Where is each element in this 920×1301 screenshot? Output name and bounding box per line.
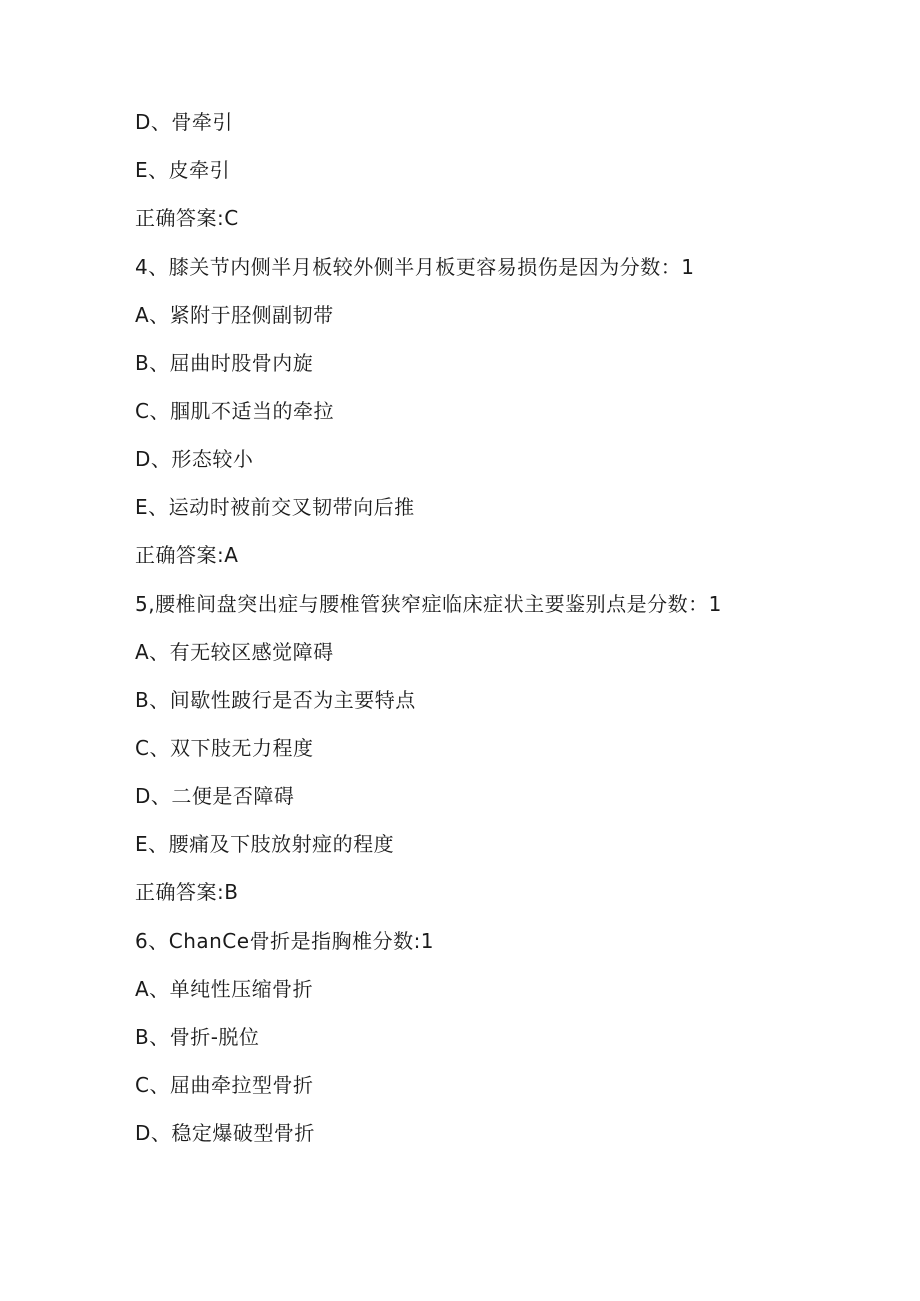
option-b-q4: B、屈曲时股骨内旋 (135, 351, 314, 375)
question-6: 6、ChanCe骨折是指胸椎分数:1 (135, 929, 435, 953)
answer-q3: 正确答案:C (135, 206, 239, 230)
option-e-q4: E、运动时被前交叉韧带向后推 (135, 495, 415, 519)
option-a-q5: A、有无较区感觉障碍 (135, 640, 334, 664)
answer-q4: 正确答案:A (135, 543, 239, 567)
option-c-q5: C、双下肢无力程度 (135, 736, 314, 760)
option-b-q5: B、间歇性跛行是否为主要特点 (135, 688, 416, 712)
option-e-q3: E、皮牵引 (135, 158, 231, 182)
option-a-q6: A、单纯性压缩骨折 (135, 977, 314, 1001)
question-5: 5,腰椎间盘突出症与腰椎管狭窄症临床症状主要鉴别点是分数：1 (135, 592, 722, 616)
option-d-q5: D、二便是否障碍 (135, 784, 295, 808)
option-b-q6: B、骨折-脱位 (135, 1025, 260, 1049)
option-a-q4: A、紧附于胫侧副韧带 (135, 303, 334, 327)
option-d-q4: D、形态较小 (135, 447, 254, 471)
answer-q5: 正确答案:B (135, 880, 239, 904)
question-4: 4、膝关节内侧半月板较外侧半月板更容易损伤是因为分数：1 (135, 255, 695, 279)
option-d-q3: D、骨牵引 (135, 110, 233, 134)
option-e-q5: E、腰痛及下肢放射痖的程度 (135, 832, 395, 856)
option-d-q6: D、稳定爆破型骨折 (135, 1121, 315, 1145)
option-c-q6: C、屈曲牵拉型骨折 (135, 1073, 314, 1097)
option-c-q4: C、腘肌不适当的牵拉 (135, 399, 334, 423)
